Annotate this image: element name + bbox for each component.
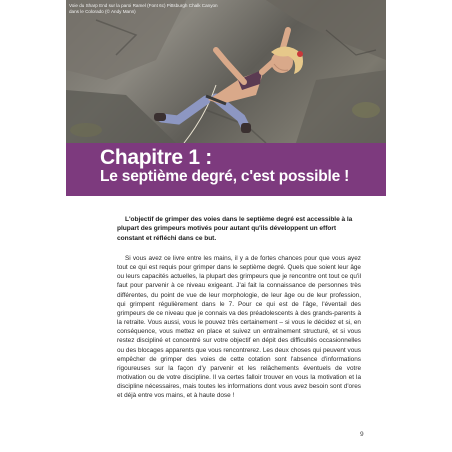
book-page: [66, 0, 386, 452]
page-number: 9: [360, 431, 364, 438]
chapter-subtitle: Le septième degré, c'est possible !: [100, 168, 350, 185]
body-paragraph: Si vous avez ce livre entre les mains, il y a de fortes chances pour que vous ayez tout ce qui est requis pour grimper dans le septième degré. Quels que soient leur âge ou leurs capacités actuelles, la plupart des grimpeurs que je rencontre ont tout ce qu'il faut pour parvenir à ce niveau exigeant. J'ai fait la connaissance de personnes très différentes, du point de vue de leur morphologie, de leur âge ou de leur profession, qui grimpent régulièrement dans le 7. Pour ce qui est de l'âge, l'éventail des grimpeurs de ce niveau que je connais va des préadolescents à des grands-parents à la retraite. Vous aussi, vous le pouvez très certainement – si vous le décidez et si, en conséquence, vous mettez en place et suivez un entraînement structuré, et si vous restez discipliné et concentré sur votre objectif en dépit des difficultés occasionnelles ou des blocages apparents que vous rencontrerez. Les deux choses qui peuvent vous empêcher de grimper des voies de cette cotation sont l'absence d'informations rigoureuses sur la façon d'y parvenir et les relâchements éventuels de votre motivation ou de votre discipline. Il va certes falloir trouver en vous la motivation et la discipline nécessaires, mais toutes les informations dont vous avez besoin sont d'ores et déjà entre vos mains, et à haute dose !: [117, 255, 361, 400]
photo-caption: Voie du Sharp End sur la paroi Ramel (Font 6c) Pittsburgh Chalk Canyon dans le Colorado (© Andy Mann): [69, 3, 218, 14]
climber-photo: [66, 0, 386, 143]
chapter-header-band: [66, 143, 386, 196]
climber-photo-illustration: [66, 0, 386, 143]
intro-paragraph: L'objectif de grimper des voies dans le septième degré est accessible à la plupart des grimpeurs motivés pour autant qu'ils développent un effort constant et réfléchi dans ce but.: [117, 216, 353, 242]
chapter-title: Chapitre 1 :: [100, 146, 212, 169]
